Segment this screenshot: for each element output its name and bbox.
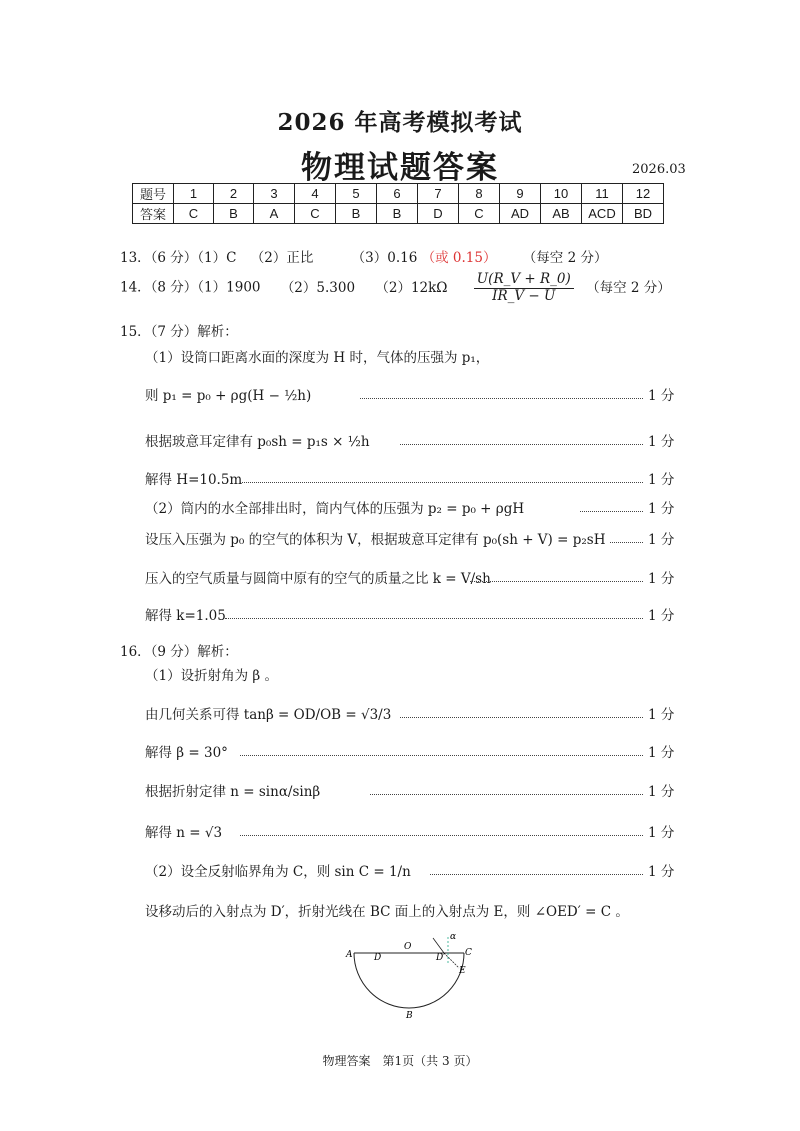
label-d: D	[374, 953, 382, 963]
answer-cell: C	[459, 204, 500, 224]
q15-line-8: 解得 k=1.05	[145, 608, 226, 624]
score-mark: 1 分	[648, 707, 675, 723]
dot-leader	[610, 542, 643, 543]
answer-cell: ACD	[582, 204, 623, 224]
answer-cell: C	[295, 204, 336, 224]
score-mark: 1 分	[648, 532, 675, 548]
question-number: 2	[214, 184, 254, 204]
question-number: 5	[336, 184, 377, 204]
row-label-number: 题号	[133, 184, 174, 204]
score-mark: 1 分	[648, 501, 675, 517]
dot-leader	[470, 581, 643, 582]
dot-leader	[240, 482, 643, 483]
table-row-answers	[133, 204, 664, 224]
label-alpha: α	[450, 932, 457, 942]
question-number: 9	[500, 184, 541, 204]
dot-leader	[360, 398, 643, 399]
question-number: 3	[254, 184, 295, 204]
score-mark: 1 分	[648, 784, 675, 800]
answer-cell: B	[377, 204, 418, 224]
dot-leader	[400, 444, 643, 445]
answer-cell: A	[254, 204, 295, 224]
answer-cell: C	[174, 204, 214, 224]
q15-line-7: 压入的空气质量与圆筒中原有的空气的质量之比 k = V/sh	[145, 571, 491, 587]
q15-heading: 15．（7 分）解析：	[120, 324, 238, 340]
score-mark: 1 分	[648, 434, 675, 450]
question-number: 8	[459, 184, 500, 204]
dot-leader	[400, 717, 643, 718]
table-row-numbers	[133, 184, 664, 204]
q15-line-6: 设压入压强为 p₀ 的空气的体积为 V，根据玻意耳定律有 p₀(sh + V) = p₂sH	[145, 532, 606, 548]
question-number: 4	[295, 184, 336, 204]
q14-note: （每空 2 分）	[586, 279, 671, 296]
exam-date: 2026.03	[632, 162, 686, 177]
q13-note: （每空 2 分）	[522, 250, 608, 266]
exam-title: 2026 年高考模拟考试	[277, 109, 523, 136]
score-mark: 1 分	[648, 608, 675, 624]
q14-formula-denominator: IR_V − U	[492, 287, 556, 304]
question-number: 1	[174, 184, 214, 204]
q14-part1: 14．（8 分）（1）1900	[120, 279, 261, 296]
dot-leader	[240, 835, 643, 836]
dot-leader	[580, 511, 643, 512]
semicircle-arc	[354, 953, 464, 1008]
answer-cell: AD	[500, 204, 541, 224]
q15-line-1: （1）设筒口距离水面的深度为 H 时，气体的压强为 p₁，	[145, 350, 490, 366]
q16-line-4: 根据折射定律 n = sinα/sinβ	[145, 784, 321, 800]
page-footer: 物理答案 第1页（共 3 页）	[322, 1054, 478, 1068]
answer-cell: AB	[541, 204, 582, 224]
q14-line	[120, 272, 671, 304]
dot-leader	[225, 618, 643, 619]
answer-cell: D	[418, 204, 459, 224]
question-number: 7	[418, 184, 459, 204]
q16-line-3: 解得 β = 30°	[145, 745, 228, 761]
document-title: 物理试题答案	[301, 150, 499, 186]
q15-line-2: 则 p₁ = p₀ + ρg(H − ½h)	[145, 388, 312, 404]
label-b: B	[406, 1011, 413, 1020]
answer-cell: B	[214, 204, 254, 224]
q13-line	[120, 246, 607, 266]
score-mark: 1 分	[648, 825, 675, 841]
dot-leader	[370, 794, 643, 795]
answer-table	[132, 183, 664, 224]
answer-cell: BD	[623, 204, 664, 224]
q15-line-3: 根据玻意耳定律有 p₀sh = p₁s × ½h	[145, 434, 370, 450]
q14-part3: （2）12kΩ	[375, 279, 448, 296]
score-mark: 1 分	[648, 745, 675, 761]
question-number: 12	[623, 184, 664, 204]
incident-ray	[433, 938, 444, 953]
label-e: E	[459, 966, 466, 976]
row-label-answer: 答案	[133, 204, 174, 224]
q13-part1: 13．（6 分）（1）C	[120, 250, 237, 266]
optics-diagram	[340, 925, 480, 1020]
question-number: 11	[582, 184, 623, 204]
q16-line-1: （1）设折射角为 β 。	[145, 668, 278, 684]
label-d-prime: D′	[436, 953, 446, 963]
dot-leader	[430, 874, 643, 875]
question-number: 6	[377, 184, 418, 204]
q14-formula-numerator: U(R_V + R_0)	[474, 272, 574, 289]
score-mark: 1 分	[648, 571, 675, 587]
q16-line-5: 解得 n = √3	[145, 825, 223, 841]
question-number: 10	[541, 184, 582, 204]
q13-part2: （2）正比	[250, 250, 314, 266]
q16-line-2: 由几何关系可得 tanβ = OD/OB = √3/3	[145, 707, 392, 723]
q15-line-5: （2）筒内的水全部排出时，筒内气体的压强为 p₂ = p₀ + ρgH	[145, 501, 525, 517]
q14-formula	[474, 272, 574, 304]
score-mark: 1 分	[648, 472, 675, 488]
score-mark: 1 分	[648, 388, 675, 404]
q15-line-4: 解得 H=10.5m	[145, 472, 243, 488]
label-c: C	[465, 948, 472, 958]
score-mark: 1 分	[648, 864, 675, 880]
q16-line-6: （2）设全反射临界角为 C，则 sin C = 1/n	[145, 864, 411, 880]
refracted-ray	[444, 953, 459, 968]
dot-leader	[240, 755, 643, 756]
label-o: O	[404, 942, 412, 952]
label-a: A	[346, 950, 353, 960]
q16-line-7: 设移动后的入射点为 D′，折射光线在 BC 面上的入射点为 E，则 ∠OED′ = C 。	[145, 904, 629, 920]
q13-alt-answer: （或 0.15）	[421, 250, 497, 266]
q14-part2: （2）5.300	[280, 279, 356, 296]
q13-part3: （3）0.16	[351, 250, 418, 266]
answer-cell: B	[336, 204, 377, 224]
q16-heading: 16．（9 分）解析：	[120, 644, 238, 660]
